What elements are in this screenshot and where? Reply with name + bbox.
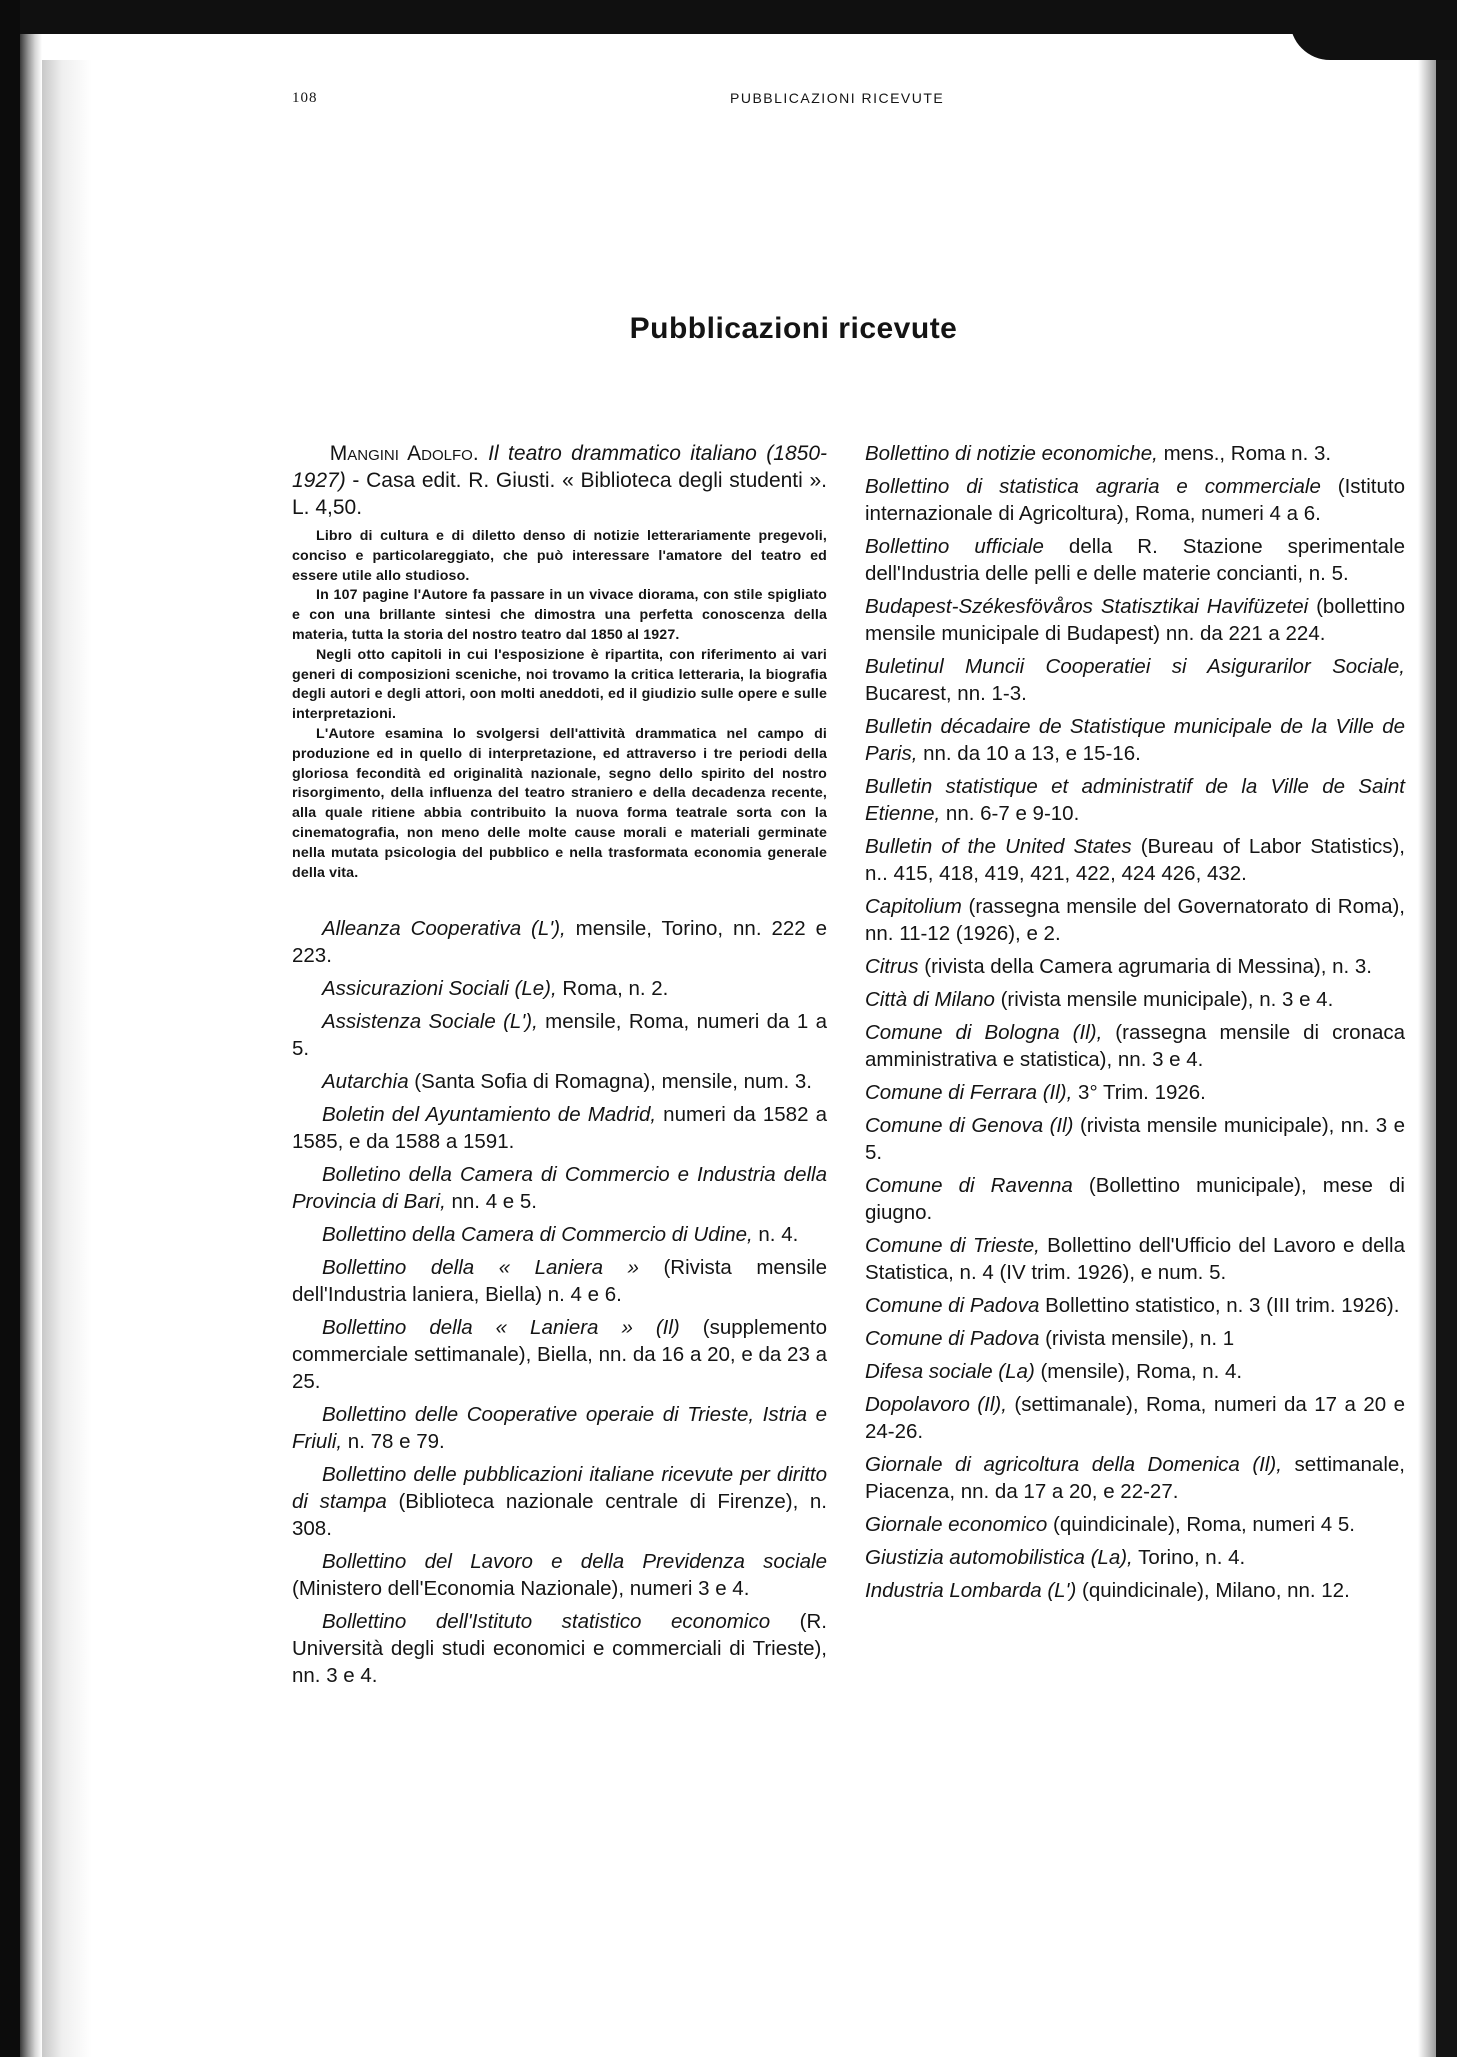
publication-title: Comune di Bologna (Il), bbox=[865, 1021, 1103, 1044]
publication-details: mensile, Roma, numeri da 1 a 5. bbox=[292, 1010, 827, 1061]
publication-entry bbox=[865, 986, 1405, 1013]
publication-title: Bollettino di notizie economiche, bbox=[865, 442, 1158, 465]
page-gutter-fade bbox=[42, 60, 92, 2057]
review-paragraph: Libro di cultura e di diletto denso di notizie letterariamente pregevoli, conciso e particolareggiato, che può interessare l'amatore del teatro ed essere utile allo studioso. bbox=[292, 528, 827, 584]
review-publication: - Casa edit. R. Giusti. « Biblioteca degli studenti ». L. 4,50. bbox=[292, 469, 828, 519]
publication-entry bbox=[865, 1112, 1405, 1166]
publication-details: (Santa Sofia di Romagna), mensile, num. 3. bbox=[408, 1070, 812, 1094]
publication-details: (Ministero dell'Economia Nazionale), numeri 3 e 4. bbox=[292, 1577, 750, 1601]
publication-title: Difesa sociale (La) bbox=[865, 1360, 1035, 1383]
scan-border-right bbox=[1436, 60, 1457, 2057]
publication-entry bbox=[865, 1232, 1405, 1286]
publication-details: (Rivista mensile dell'Industria laniera, Biella) n. 4 e 6. bbox=[292, 1256, 827, 1307]
publication-details: Torino, n. 4. bbox=[1132, 1546, 1246, 1569]
publication-list-left bbox=[292, 915, 827, 1689]
publication-entry bbox=[292, 1314, 827, 1395]
publication-entry bbox=[865, 593, 1405, 647]
publication-entry bbox=[865, 1577, 1405, 1604]
publication-entry bbox=[865, 1391, 1405, 1445]
publication-details: settimanale, Piacenza, nn. da 17 a 20, e 22-27. bbox=[865, 1453, 1405, 1503]
publication-entry bbox=[865, 953, 1405, 980]
publication-entry bbox=[865, 1544, 1405, 1571]
review-paragraph: Negli otto capitoli in cui l'esposizione è ripartita, con riferimento ai vari generi di composizioni sceniche, noi trovamo la critica letteraria, la biografia degli autori e degli attori, oon molti aneddoti, ed il giudizio sulle opere e sulle interpretazioni. bbox=[292, 646, 827, 723]
publication-list-right bbox=[865, 440, 1405, 1604]
scan-border-left bbox=[0, 0, 20, 2057]
review-paragraph: In 107 pagine l'Autore fa passare in un vivace diorama, con stile spigliato e con una brillante sintesi che dimostra una perfetta conoscenza della materia, tutta la storia del nostro teatro dal 1850 al 1927. bbox=[292, 587, 827, 643]
publication-entry bbox=[292, 1068, 827, 1095]
publication-details: n. 4. bbox=[752, 1223, 799, 1247]
page-title: Pubblicazioni ricevute bbox=[629, 312, 958, 345]
publication-entry bbox=[865, 1079, 1405, 1106]
left-column bbox=[292, 440, 827, 1695]
publication-entry bbox=[865, 1172, 1405, 1226]
publication-details: nn. 4 e 5. bbox=[445, 1190, 537, 1214]
page-edge-shadow bbox=[1418, 60, 1436, 2057]
publication-details: (rivista mensile municipale), n. 3 e 4. bbox=[994, 988, 1334, 1011]
publication-title: Budapest-Székesfövåros Statisztikai Havifüzetei bbox=[865, 595, 1309, 618]
publication-title: Industria Lombarda (L') bbox=[865, 1579, 1077, 1602]
publication-title: Bollettino di statistica agraria e commerciale bbox=[865, 475, 1321, 498]
book-review bbox=[292, 440, 827, 883]
publication-title: Capitolium bbox=[865, 895, 962, 918]
publication-title: Buletinul Muncii Cooperatiei si Asigurarilor Sociale, bbox=[865, 655, 1405, 678]
publication-title: Boletin del Ayuntamiento de Madrid, bbox=[322, 1103, 657, 1127]
publication-title: Città di Milano bbox=[865, 988, 995, 1011]
publication-title: Giornale economico bbox=[865, 1513, 1048, 1536]
publication-details: della R. Stazione sperimentale dell'Industria delle pelli e delle materie concianti, n. 5. bbox=[865, 535, 1405, 585]
publication-entry bbox=[292, 1548, 827, 1602]
review-book-title: Il teatro drammatico italiano (1850-1927) bbox=[292, 442, 827, 492]
publication-entry bbox=[865, 1451, 1405, 1505]
publication-details: Bollettino dell'Ufficio del Lavoro e della Statistica, n. 4 (IV trim. 1926), e num. 5. bbox=[865, 1234, 1405, 1284]
publication-title: Bollettino della Camera di Commercio di Udine, bbox=[322, 1223, 753, 1247]
publication-title: Bulletin statistique et administratif de la Ville de Saint Etienne, bbox=[865, 775, 1405, 825]
publication-details: (settimanale), Roma, numeri da 17 a 20 e 24-26. bbox=[865, 1393, 1405, 1443]
publication-title: Comune di Genova (Il) bbox=[865, 1114, 1074, 1137]
publication-title: Autarchia bbox=[322, 1070, 409, 1094]
publication-details: (bollettino mensile municipale di Budapest) nn. da 221 a 224. bbox=[865, 595, 1405, 645]
scan-border-top-right bbox=[1290, 0, 1457, 60]
publication-details: nn. da 10 a 13, e 15-16. bbox=[917, 742, 1141, 765]
publication-entry bbox=[865, 833, 1405, 887]
publication-entry bbox=[865, 893, 1405, 947]
publication-entry bbox=[292, 1401, 827, 1455]
publication-title: Comune di Ferrara (Il), bbox=[865, 1081, 1073, 1104]
publication-details: (quindicinale), Milano, nn. 12. bbox=[1076, 1579, 1350, 1602]
publication-title: Dopolavoro (Il), bbox=[865, 1393, 1007, 1416]
publication-title: Bollettino della « Laniera » bbox=[322, 1256, 639, 1280]
publication-title: Comune di Padova bbox=[865, 1327, 1040, 1350]
running-title: PUBBLICAZIONI RICEVUTE bbox=[730, 90, 945, 106]
publication-title: Bulletin décadaire de Statistique municipale de la Ville de Paris, bbox=[865, 715, 1405, 765]
publication-title: Giornale di agricoltura della Domenica (Il), bbox=[865, 1453, 1282, 1476]
publication-details: nn. 6-7 e 9-10. bbox=[940, 802, 1080, 825]
publication-details: (rassegna mensile del Governatorato di Roma), nn. 11-12 (1926), e 2. bbox=[865, 895, 1405, 945]
publication-details: mens., Roma n. 3. bbox=[1157, 442, 1332, 465]
publication-entry bbox=[292, 1161, 827, 1215]
publication-details: (Bollettino municipale), mese di giugno. bbox=[865, 1174, 1405, 1224]
publication-details: (Bureau of Labor Statistics), n.. 415, 418, 419, 421, 422, 424 426, 432. bbox=[865, 835, 1405, 885]
publication-title: Alleanza Cooperativa (L'), bbox=[322, 917, 566, 941]
publication-title: Bollettino del Lavoro e della Previdenza sociale bbox=[322, 1550, 827, 1574]
publication-details: (rassegna mensile di cronaca amministrativa e statistica), nn. 3 e 4. bbox=[865, 1021, 1405, 1071]
publication-title: Comune di Padova bbox=[865, 1294, 1040, 1317]
publication-details: (R. Università degli studi economici e commerciali di Trieste), nn. 3 e 4. bbox=[292, 1610, 827, 1688]
publication-title: Comune di Ravenna bbox=[865, 1174, 1073, 1197]
publication-entry bbox=[865, 440, 1405, 467]
publication-title: Bollettino della « Laniera » (Il) bbox=[322, 1316, 680, 1340]
publication-title: Bolletino della Camera di Commercio e Industria della Provincia di Bari, bbox=[292, 1163, 827, 1214]
publication-entry bbox=[292, 1008, 827, 1062]
publication-details: (mensile), Roma, n. 4. bbox=[1034, 1360, 1243, 1383]
publication-entry bbox=[865, 1325, 1405, 1352]
publication-entry bbox=[865, 773, 1405, 827]
publication-entry bbox=[292, 1101, 827, 1155]
publication-entry bbox=[292, 1221, 827, 1248]
publication-details: (Istituto internazionale di Agricoltura), Roma, numeri 4 a 6. bbox=[865, 475, 1405, 525]
publication-details: Roma, n. 2. bbox=[556, 977, 669, 1001]
publication-entry bbox=[292, 1254, 827, 1308]
publication-entry bbox=[865, 713, 1405, 767]
publication-details: (rivista mensile municipale), nn. 3 e 5. bbox=[865, 1114, 1405, 1164]
review-paragraph: L'Autore esamina lo svolgersi dell'attività drammatica nel campo di produzione ed in quello di interpretazione, ed attraverso i tre periodi della gloriosa fecondità ed originalità nazionale, segno dello spirito del nostro risorgimento, della influenza del teatro straniero e della decadenza recente, alla quale ritiene abbia contribuito la nuova forma teatrale sorta con la cinematografia, non meno delle molte cause morali e materiali germinate nella mutata psicologia del pubblico e nella trasformata economia generale della vita. bbox=[292, 725, 827, 881]
publication-entry bbox=[865, 1292, 1405, 1319]
publication-entry bbox=[865, 473, 1405, 527]
publication-title: Assistenza Sociale (L'), bbox=[322, 1010, 538, 1034]
publication-title: Giustizia automobilistica (La), bbox=[865, 1546, 1133, 1569]
publication-title: Bollettino ufficiale bbox=[865, 535, 1044, 558]
publication-entry bbox=[292, 975, 827, 1002]
publication-title: Bollettino delle pubblicazioni italiane ricevute per diritto di stampa bbox=[292, 1463, 827, 1514]
publication-entry bbox=[292, 1608, 827, 1689]
publication-title: Bulletin of the United States bbox=[865, 835, 1132, 858]
scan-border-top bbox=[0, 0, 1420, 34]
publication-entry bbox=[292, 915, 827, 969]
publication-entry bbox=[865, 1019, 1405, 1073]
publication-title: Assicurazioni Sociali (Le), bbox=[322, 977, 557, 1001]
publication-details: (rivista della Camera agrumaria di Messina), n. 3. bbox=[918, 955, 1372, 978]
publication-details: (supplemento commerciale settimanale), Biella, nn. da 16 a 20, e da 23 a 25. bbox=[292, 1316, 827, 1394]
review-author: Mangini Adolfo. bbox=[329, 442, 479, 465]
publication-details: n. 78 e 79. bbox=[342, 1430, 445, 1454]
publication-title: Comune di Trieste, bbox=[865, 1234, 1040, 1257]
publication-details: (rivista mensile), n. 1 bbox=[1039, 1327, 1235, 1350]
publication-details: (Biblioteca nazionale centrale di Firenze), n. 308. bbox=[292, 1490, 827, 1541]
review-heading bbox=[292, 440, 827, 521]
publication-entry bbox=[865, 533, 1405, 587]
publication-details: Bucarest, nn. 1-3. bbox=[865, 682, 1027, 705]
publication-entry bbox=[865, 653, 1405, 707]
publication-details: (quindicinale), Roma, numeri 4 5. bbox=[1047, 1513, 1355, 1536]
publication-entry bbox=[865, 1511, 1405, 1538]
publication-title: Bollettino delle Cooperative operaie di Trieste, Istria e Friuli, bbox=[292, 1403, 827, 1454]
publication-title: Citrus bbox=[865, 955, 919, 978]
right-column bbox=[865, 440, 1405, 1610]
publication-details: numeri da 1582 a 1585, e da 1588 a 1591. bbox=[292, 1103, 827, 1154]
publication-details: Bollettino statistico, n. 3 (III trim. 1926). bbox=[1039, 1294, 1400, 1317]
publication-details: mensile, Torino, nn. 222 e 223. bbox=[292, 917, 827, 968]
page-number: 108 bbox=[292, 90, 318, 106]
publication-entry bbox=[865, 1358, 1405, 1385]
publication-entry bbox=[292, 1461, 827, 1542]
publication-title: Bollettino dell'Istituto statistico economico bbox=[322, 1610, 771, 1634]
publication-details: 3° Trim. 1926. bbox=[1072, 1081, 1206, 1104]
